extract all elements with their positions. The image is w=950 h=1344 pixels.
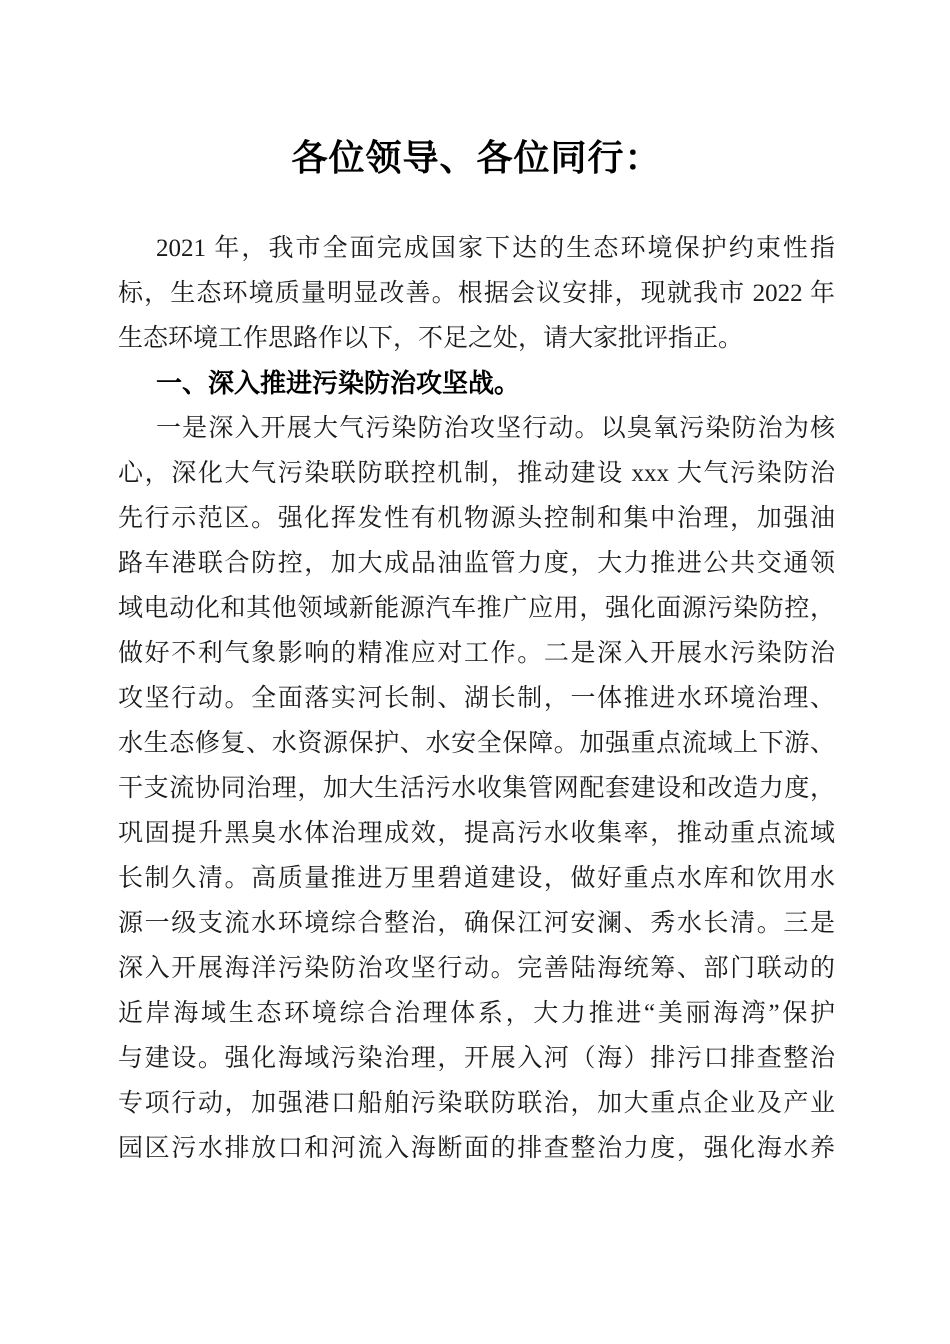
text-line: 心，深化大气污染联防联控机制，推动建设 xxx 大气污染防治 bbox=[118, 460, 835, 487]
text-line: 一是深入开展大气污染防治攻坚行动。以臭氧污染防治为核 bbox=[156, 415, 835, 442]
text-line: 与建设。强化海域污染治理，开展入河（海）排污口排查整治 bbox=[118, 1045, 835, 1072]
text-line: 长制久清。高质量推进万里碧道建设，做好重点水库和饮用水 bbox=[118, 865, 835, 892]
text-line: 先行示范区。强化挥发性有机物源头控制和集中治理，加强油 bbox=[118, 505, 835, 532]
text-line: 近岸海域生态环境综合治理体系，大力推进“美丽海湾”保护 bbox=[118, 1000, 835, 1027]
text-line: 源一级支流水环境综合整治，确保江河安澜、秀水长清。三是 bbox=[118, 910, 835, 937]
document-content bbox=[118, 0, 835, 1171]
text-line: 专项行动，加强港口船舶污染联防联治，加大重点企业及产业 bbox=[118, 1090, 835, 1117]
text-line: 域电动化和其他领域新能源汽车推广应用，强化面源污染防控， bbox=[118, 595, 835, 622]
text-line: 2021 年，我市全面完成国家下达的生态环境保护约束性指 bbox=[156, 235, 835, 262]
text-line: 路车港联合防控，加大成品油监管力度，大力推进公共交通领 bbox=[118, 550, 835, 577]
text-line: 巩固提升黑臭水体治理成效，提高污水收集率，推动重点流域 bbox=[118, 820, 835, 847]
text-line: 园区污水排放口和河流入海断面的排查整治力度，强化海水养 bbox=[118, 1135, 835, 1162]
text-line: 水生态修复、水资源保护、水安全保障。加强重点流域上下游、 bbox=[118, 730, 835, 757]
text-line: 做好不利气象影响的精准应对工作。二是深入开展水污染防治 bbox=[118, 640, 835, 667]
text-line: 标，生态环境质量明显改善。根据会议安排，现就我市 2022 年 bbox=[118, 280, 835, 307]
document-title: 各位领导、各位同行： bbox=[291, 138, 662, 178]
text-line: 攻坚行动。全面落实河长制、湖长制，一体推进水环境治理、 bbox=[118, 685, 835, 712]
text-line: 生态环境工作思路作以下，不足之处，请大家批评指正。 bbox=[118, 325, 744, 352]
text-line: 干支流协同治理，加大生活污水收集管网配套建设和改造力度， bbox=[118, 775, 835, 802]
text-line: 深入开展海洋污染防治攻坚行动。完善陆海统筹、部门联动的 bbox=[118, 955, 835, 982]
section-heading: 一、深入推进污染防治攻坚战。 bbox=[156, 368, 521, 398]
